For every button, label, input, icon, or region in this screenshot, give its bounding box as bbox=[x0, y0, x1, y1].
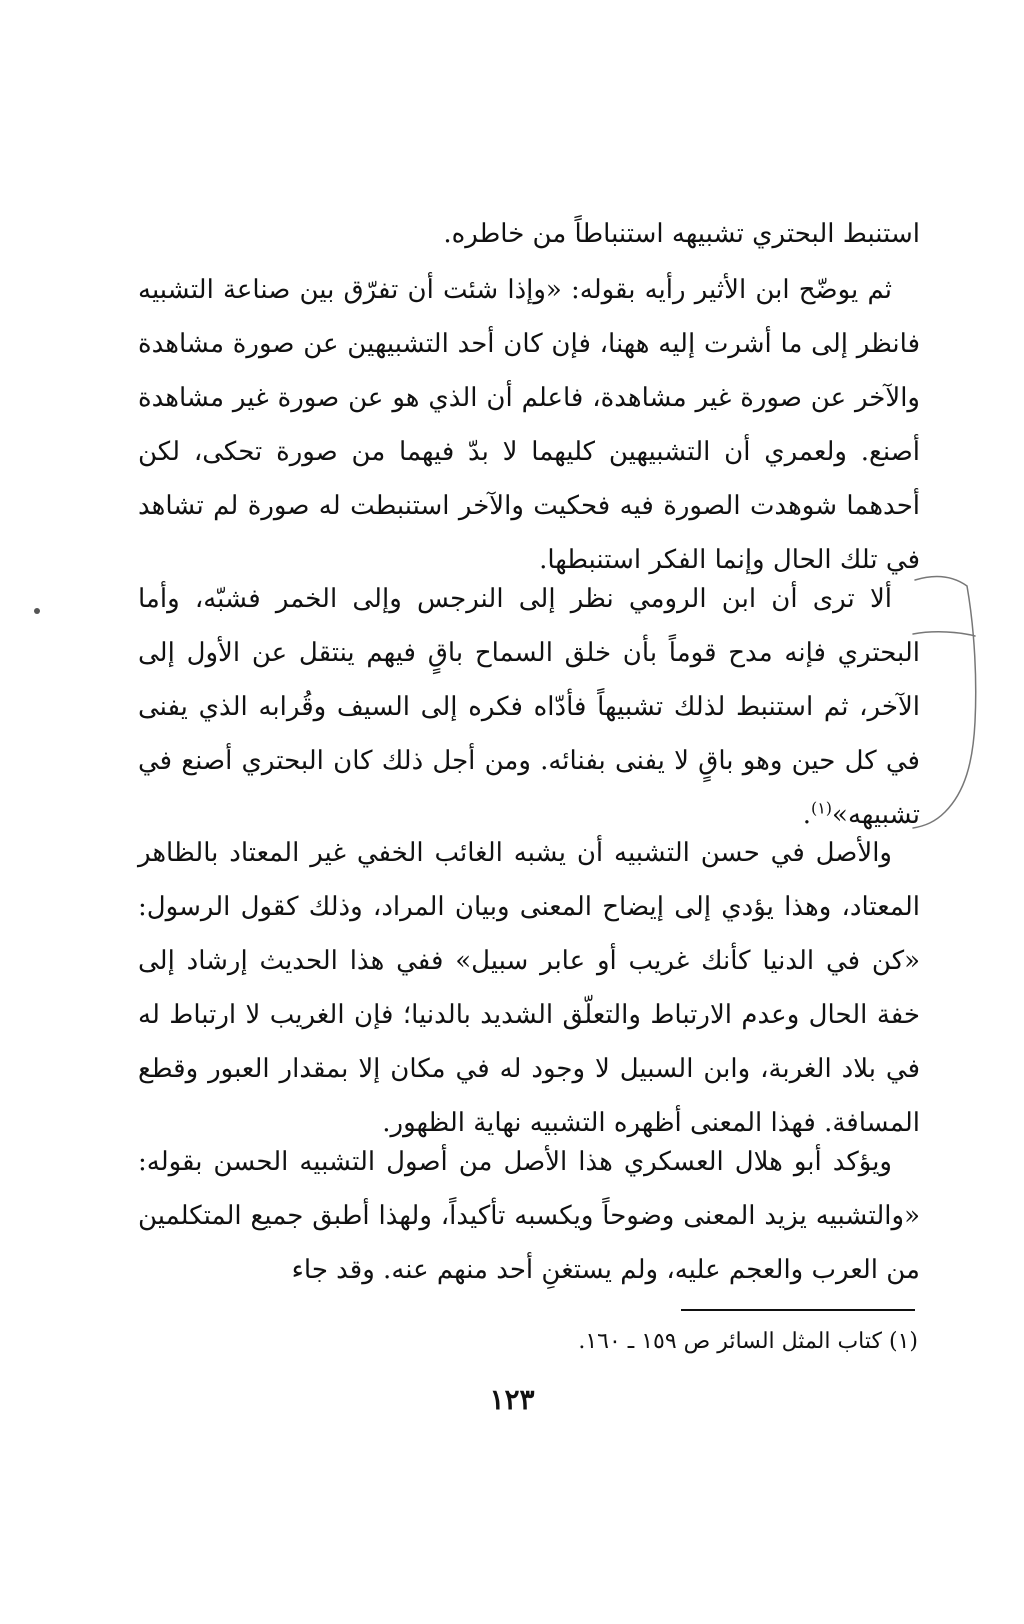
paragraph-4 bbox=[138, 826, 920, 1150]
paragraph-4-text: والأصل في حسن التشبيه أن يشبه الغائب الخفي غير المعتاد بالظاهر المعتاد، وهذا يؤدي إلى إيضاح المعنى وبيان المراد، وذلك كقول الرسول: «كن في الدنيا كأنك غريب أو عابر سبيل» ففي هذا الحديث إرشاد إلى خفة الحال وعدم الارتباط والتعلّق الشديد بالدنيا؛ فإن الغريب لا ارتباط له في بلاد الغربة، وابن السبيل لا وجود له في مكان إلا بمقدار العبور وقطع المسافة. فهذا المعنى أظهره التشبيه نهاية الظهور. bbox=[138, 838, 920, 1138]
paragraph-3-text: ألا ترى أن ابن الرومي نظر إلى النرجس وإلى الخمر فشبّه، وأما البحتري فإنه مدح قوماً بأن خلق السماح باقٍ فيهم ينتقل عن الأول إلى الآخر، ثم استنبط لذلك تشبيهاً فأدّاه فكره إلى السيف وقُرابه الذي يفنى في كل حين وهو باقٍ لا يفنى بفنائه. ومن أجل ذلك كان البحتري أصنع في تشبيهه» bbox=[138, 584, 920, 830]
paragraph-5-text: ويؤكد أبو هلال العسكري هذا الأصل من أصول التشبيه الحسن بقوله: «والتشبيه يزيد المعنى وضوحاً ويكسبه تأكيداً، ولهذا أطبق جميع المتكلمين من العرب والعجم عليه، ولم يستغنِ أحد منهم عنه. وقد جاء bbox=[138, 1147, 920, 1285]
stray-dot-mark bbox=[34, 608, 40, 614]
page-number: ١٢٣ bbox=[489, 1383, 535, 1416]
paragraph-5 bbox=[138, 1135, 920, 1297]
paragraph-3 bbox=[138, 572, 920, 842]
footnote-divider bbox=[681, 1309, 915, 1311]
paragraph-3-tail: . bbox=[802, 800, 811, 830]
paragraph-2 bbox=[138, 263, 920, 587]
paragraph-1-text: استنبط البحتري تشبيهه استنباطاً من خاطره. bbox=[443, 219, 920, 249]
footnote: (١) كتاب المثل السائر ص ١٥٩ ـ ١٦٠. bbox=[578, 1329, 918, 1354]
paragraph-2-text: ثم يوضّح ابن الأثير رأيه بقوله: «وإذا شئت أن تفرّق بين صناعة التشبيه فانظر إلى ما أشرت إليه ههنا، فإن كان أحد التشبيهين عن صورة مشاهدة والآخر عن صورة غير مشاهدة، فاعلم أن الذي هو عن صورة غير مشاهدة أصنع. ولعمري أن التشبيهين كليهما لا بدّ فيهما من صورة تحكى، لكن أحدهما شوهدت الصورة فيه فحكيت والآخر استنبطت له صورة لم تشاهد في تلك الحال وإنما الفكر استنبطها. bbox=[138, 275, 920, 575]
paragraph-1 bbox=[138, 207, 920, 261]
handwritten-bracket-mark bbox=[905, 572, 985, 832]
footnote-reference: (١) bbox=[810, 798, 833, 818]
